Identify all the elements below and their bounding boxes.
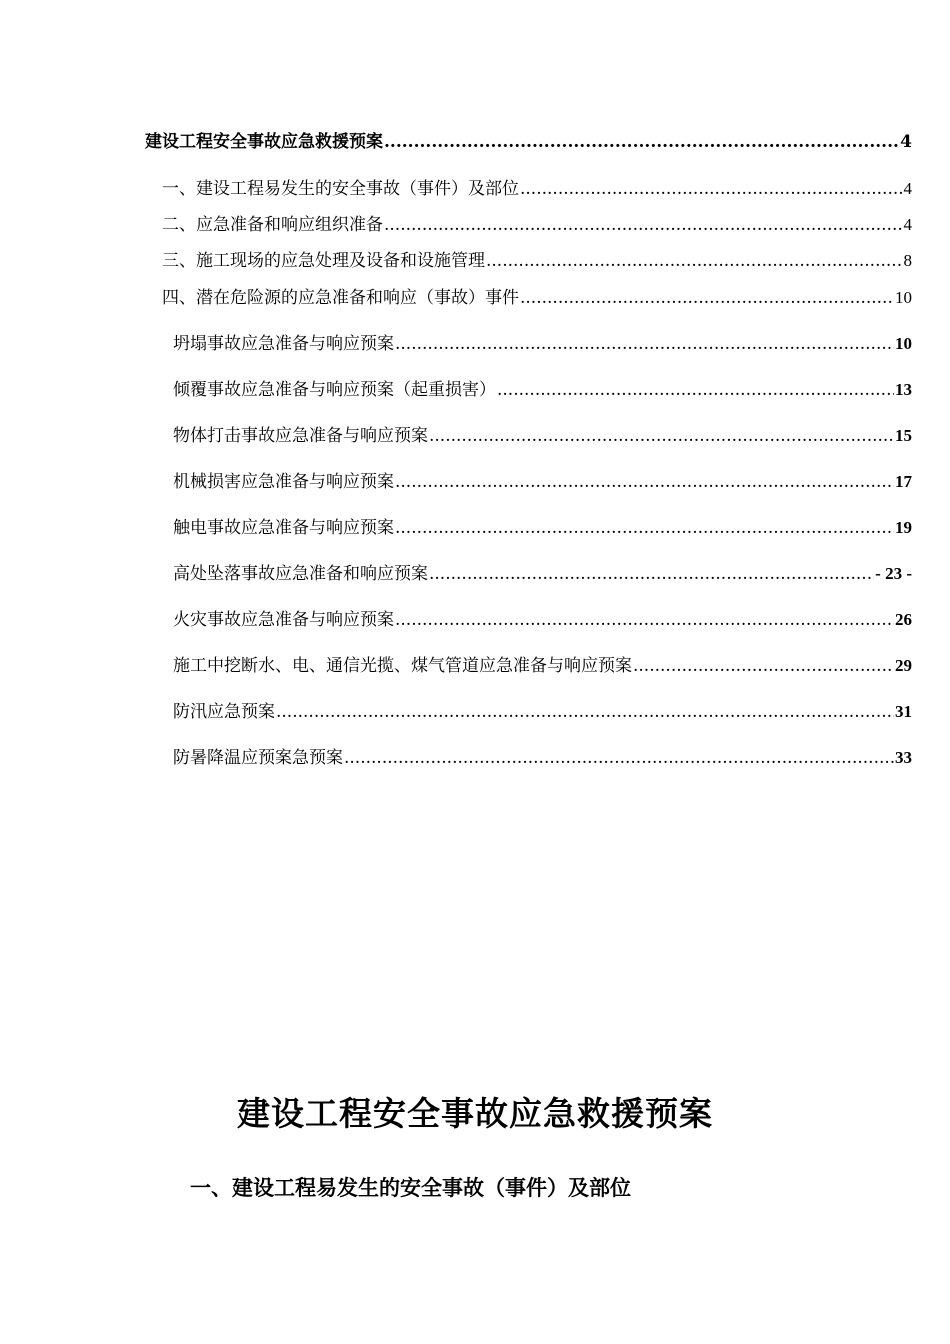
toc-page-number: 19 <box>895 518 912 537</box>
toc-leader-dots <box>486 251 903 271</box>
toc-entry[interactable] <box>173 467 912 492</box>
document-title: 建设工程安全事故应急救援预案 <box>237 1094 713 1133</box>
toc-entry-label: 防汛应急预案 <box>173 702 275 722</box>
toc-leader-dots <box>384 132 899 152</box>
toc-entry-label: 二、应急准备和响应组织准备 <box>162 215 383 235</box>
toc-entry-label: 四、潜在危险源的应急准备和响应（事故）事件 <box>162 288 519 308</box>
toc-page-number: - 23 - <box>875 564 912 583</box>
section-heading: 一、建设工程易发生的安全事故（事件）及部位 <box>190 1175 631 1200</box>
toc-entry-label: 三、施工现场的应急处理及设备和设施管理 <box>162 251 485 271</box>
toc-entry-label: 高处坠落事故应急准备和响应预案 <box>173 564 428 584</box>
toc-entry[interactable] <box>173 513 912 538</box>
toc-entry-label: 一、建设工程易发生的安全事故（事件）及部位 <box>162 179 519 199</box>
toc-entry-label: 防暑降温应预案急预案 <box>173 748 343 768</box>
toc-entry-label: 机械损害应急准备与响应预案 <box>173 472 394 492</box>
toc-leader-dots <box>633 656 894 676</box>
toc-entry[interactable] <box>162 283 912 308</box>
toc-entry[interactable] <box>162 210 912 235</box>
toc-entry-label: 触电事故应急准备与响应预案 <box>173 518 394 538</box>
toc-entry[interactable] <box>173 421 912 446</box>
toc-leader-dots <box>520 288 894 308</box>
toc-page-number: 8 <box>903 251 912 270</box>
toc-entry-label: 建设工程安全事故应急救援预案 <box>145 132 383 152</box>
toc-leader-dots <box>395 334 894 354</box>
toc-entry[interactable] <box>173 329 912 354</box>
toc-entry[interactable] <box>173 559 912 584</box>
toc-page-number: 15 <box>895 426 912 445</box>
toc-leader-dots <box>276 702 894 722</box>
toc-leader-dots <box>520 179 903 199</box>
toc-entry[interactable] <box>173 743 912 768</box>
toc-leader-dots <box>395 472 894 492</box>
toc-entry[interactable] <box>173 697 912 722</box>
toc-leader-dots <box>395 518 894 538</box>
toc-entry[interactable] <box>173 375 912 400</box>
toc-page-number: 4 <box>903 215 912 234</box>
toc-page-number: 4 <box>900 132 912 152</box>
toc-entry[interactable] <box>162 174 912 199</box>
toc-leader-dots <box>344 748 894 768</box>
toc-page-number: 10 <box>895 288 912 307</box>
toc-leader-dots <box>429 564 874 584</box>
toc-leader-dots <box>395 610 894 630</box>
toc-page-number: 10 <box>895 334 912 353</box>
toc-leader-dots <box>497 380 894 400</box>
toc-leader-dots <box>429 426 894 446</box>
toc-page-number: 17 <box>895 472 912 491</box>
toc-entry[interactable] <box>145 127 912 152</box>
toc-entry[interactable] <box>173 605 912 630</box>
toc-entry-label: 倾覆事故应急准备与响应预案（起重损害） <box>173 380 496 400</box>
toc-page-number: 31 <box>895 702 912 721</box>
toc-page-number: 4 <box>903 179 912 198</box>
toc-leader-dots <box>384 215 903 235</box>
toc-entry-label: 施工中挖断水、电、通信光揽、煤气管道应急准备与响应预案 <box>173 656 632 676</box>
toc-entry[interactable] <box>173 651 912 676</box>
toc-entry[interactable] <box>162 246 912 271</box>
toc-page-number: 26 <box>895 610 912 629</box>
toc-entry-label: 火灾事故应急准备与响应预案 <box>173 610 394 630</box>
toc-page-number: 33 <box>895 748 912 767</box>
toc-entry-label: 物体打击事故应急准备与响应预案 <box>173 426 428 446</box>
toc-page-number: 13 <box>895 380 912 399</box>
toc-entry-label: 坍塌事故应急准备与响应预案 <box>173 334 394 354</box>
toc-page-number: 29 <box>895 656 912 675</box>
